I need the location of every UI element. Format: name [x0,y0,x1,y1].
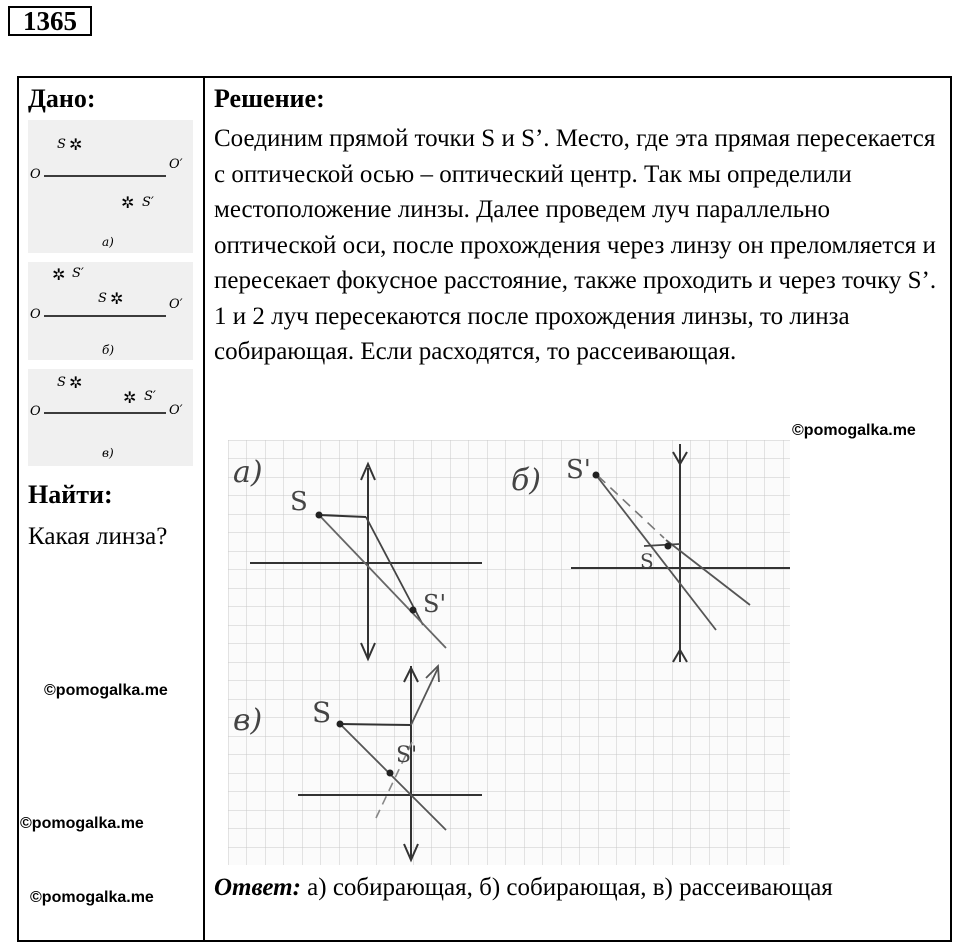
sketch-v-tag: в) [233,703,263,738]
fig-b-s-prime-star-icon: ✲ [52,265,66,284]
fig-b-s-label: S [98,291,107,306]
given-figure-b [28,262,193,360]
fig-a-caption: а) [102,235,114,249]
sketch-b-s-prime-label: S' [566,455,591,485]
fig-v-s-label: S [57,375,66,390]
watermark: ©pomogalka.me [44,682,168,699]
watermark: ©pomogalka.me [792,422,916,439]
watermark: ©pomogalka.me [20,815,144,832]
answer-label: Ответ: [214,874,301,901]
sketch-a-s-label: S [290,487,308,517]
fig-b-s-prime-label: S′ [72,266,84,281]
fig-v-caption: в) [102,446,114,460]
sketch-a-s-prime-label: S' [423,590,447,618]
solution-heading: Решение: [214,84,325,113]
fig-b-o-label: O [30,307,41,322]
sketch-a-tag: а) [233,455,263,490]
find-heading: Найти: [28,480,113,509]
fig-v-o-prime-label: O′ [169,403,183,418]
fig-a-s-prime-star-icon: ✲ [121,193,135,212]
find-text: Какая линза? [28,523,168,550]
solution-text: Соединим прямой точки S и S’. Место, где эта прямая пересекается с оптической осью – оптический центр. Так мы определили местоположение линзы. Далее проведем луч параллельно оптической оси, после прохождения через линзу он преломляется и пересекает фокусное расстояние, также проходить и через точку S’. 1 и 2 луч пересекаются после прохождения линзы, то линза собирающая. Если расходятся, то рассеивающая. [214,125,937,365]
sketch-v-s-label: S [312,696,332,729]
fig-b-o-prime-label: O′ [169,297,183,312]
fig-a-o-label: O [30,167,41,182]
column-divider [203,76,205,942]
sketch-b-s-label: S [640,549,654,573]
solution-sketch [228,440,790,865]
fig-v-o-label: O [30,404,41,419]
fig-a-o-prime-label: O′ [169,157,183,172]
answer-text: а) собирающая, б) собирающая, в) рассеивающая [300,874,833,901]
sketch-b-tag: б) [511,463,542,498]
sketch-v-s-prime-label: S' [396,743,418,768]
fig-b-s-star-icon: ✲ [110,289,124,308]
fig-b-caption: б) [102,343,115,357]
fig-v-s-prime-star-icon: ✲ [123,388,137,407]
given-heading: Дано: [28,84,96,113]
fig-a-s-star-icon: ✲ [69,135,83,154]
fig-v-s-prime-label: S′ [144,389,156,404]
fig-a-s-label: S [57,137,66,152]
problem-number: 1365 [8,6,92,36]
fig-a-s-prime-label: S′ [142,195,154,210]
watermark: ©pomogalka.me [30,889,154,906]
given-figure-a [28,120,193,253]
answer [214,872,944,903]
fig-v-s-star-icon: ✲ [69,373,83,392]
given-figure-v [28,369,193,466]
